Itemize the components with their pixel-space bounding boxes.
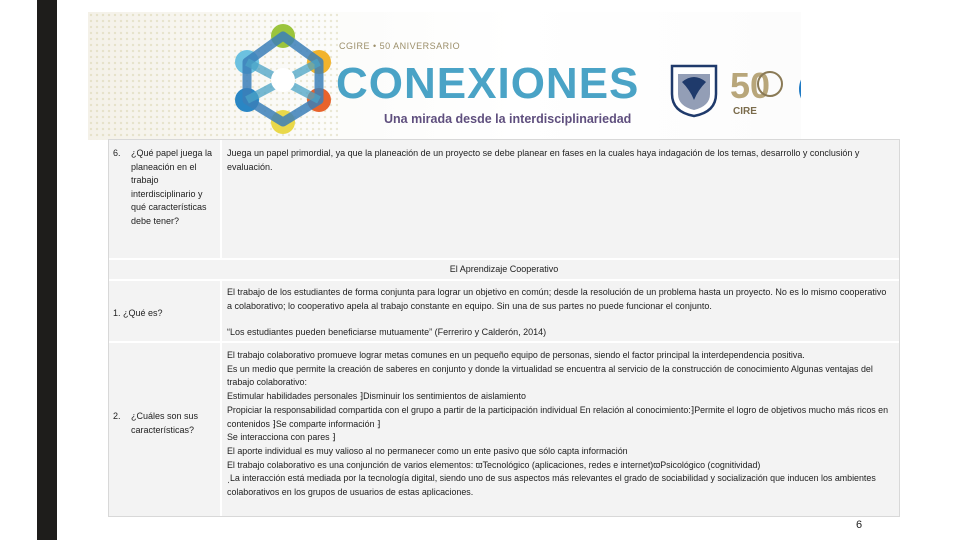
answer-list-caracteristicas	[222, 343, 899, 500]
answer-line: Propiciar la responsabilidad compartida con el grupo a partir de la participación individual En relación al conocimiento:⁆Permite el logro de objetivos mucho más ricos en contenidos ⁆Se comparte información ⁆	[227, 404, 889, 429]
question-number: 2.	[113, 411, 121, 421]
answer-line: Estimular habilidades personales ⁆Disminuir los sentimientos de aislamiento	[227, 391, 526, 402]
section-header: El Aprendizaje Cooperativo	[109, 260, 899, 279]
answer-cell-planeacion	[222, 140, 899, 258]
question-text-planeacion: ¿Qué papel juega la planeación en el trabajo interdisciplinario y qué características debe tener?	[131, 148, 213, 226]
answer-line: Es un medio que permite la creación de saberes en conjunto y donde la virtualidad se encuentra al servicio de la construcción de conocimiento Algunas ventajas del trabajo colaborativo:	[227, 363, 873, 388]
banner-tagline: CGIRE • 50 ANIVERSARIO	[339, 41, 461, 51]
banner-subtitle: Una mirada desde la interdisciplinariedad	[384, 112, 632, 126]
cire-label: CIRE	[733, 106, 757, 117]
question-cell-planeacion	[109, 140, 220, 258]
answer-line: El aporte individual es muy valioso al no permanecer como un ente pasivo que sólo capta información	[227, 445, 628, 456]
question-cell-caracteristicas	[109, 343, 220, 516]
question-number: 6.	[113, 148, 121, 158]
cire-50-logo-icon	[728, 64, 786, 104]
header-banner	[88, 12, 831, 140]
left-accent-bar	[37, 0, 57, 540]
answer-cell-caracteristicas	[222, 343, 899, 516]
si-ukam-logo-icon: SI UKAM	[796, 64, 801, 114]
page-number: 6	[856, 519, 863, 531]
unam-seal-icon	[668, 60, 720, 118]
quote-text: “Los estudiantes pueden beneficiarse mutuamente” (Ferreriro y Calderón, 2014)	[227, 327, 547, 337]
quote-cell	[222, 321, 899, 341]
answer-line: ͺLa interacción está mediada por la tecnología digital, siendo uno de sus aspectos más relevantes el grado de sociabilidad y socialización que inducen los ambientes colaborativos en los grupos de usuarios de estas aplicaciones.	[227, 473, 876, 498]
answer-line: El trabajo colaborativo es una conjunción de varios elementos: ϖTecnológico (aplicaciones, redes e internet)ϖPsicológico (cognitividad)	[227, 459, 761, 470]
question-text-caracteristicas: ¿Cuáles son sus características?	[131, 411, 199, 435]
question-text-que-es: 1. ¿Qué es?	[113, 308, 163, 318]
conexiones-logo-icon	[233, 22, 333, 134]
answer-text-planeacion: Juega un papel primordial, ya que la planeación de un proyecto se debe planear en fases en la cuales haya indagación de los temas, desarrollo y conclusión y evaluación.	[227, 148, 860, 172]
content-table	[108, 139, 900, 517]
answer-line: Se interacciona con pares ⁆	[227, 432, 336, 443]
banner-title: CONEXIONES	[336, 59, 640, 108]
answer-line: El trabajo colaborativo promueve lograr metas comunes en un pequeño equipo de personas, siendo el factor principal la interdependencia positiva.	[227, 350, 805, 360]
svg-text:50: 50	[730, 65, 771, 104]
answer-text-que-es: El trabajo de los estudiantes de forma conjunta para lograr un objetivo en común; desde la resolución de un problema hasta un proyecto. No es lo mismo cooperativo a colaborativo; lo cooperativo apela al trabajo constante en equipo. Sin una de sus partes no puede funcionar el conjunto.	[227, 287, 887, 311]
